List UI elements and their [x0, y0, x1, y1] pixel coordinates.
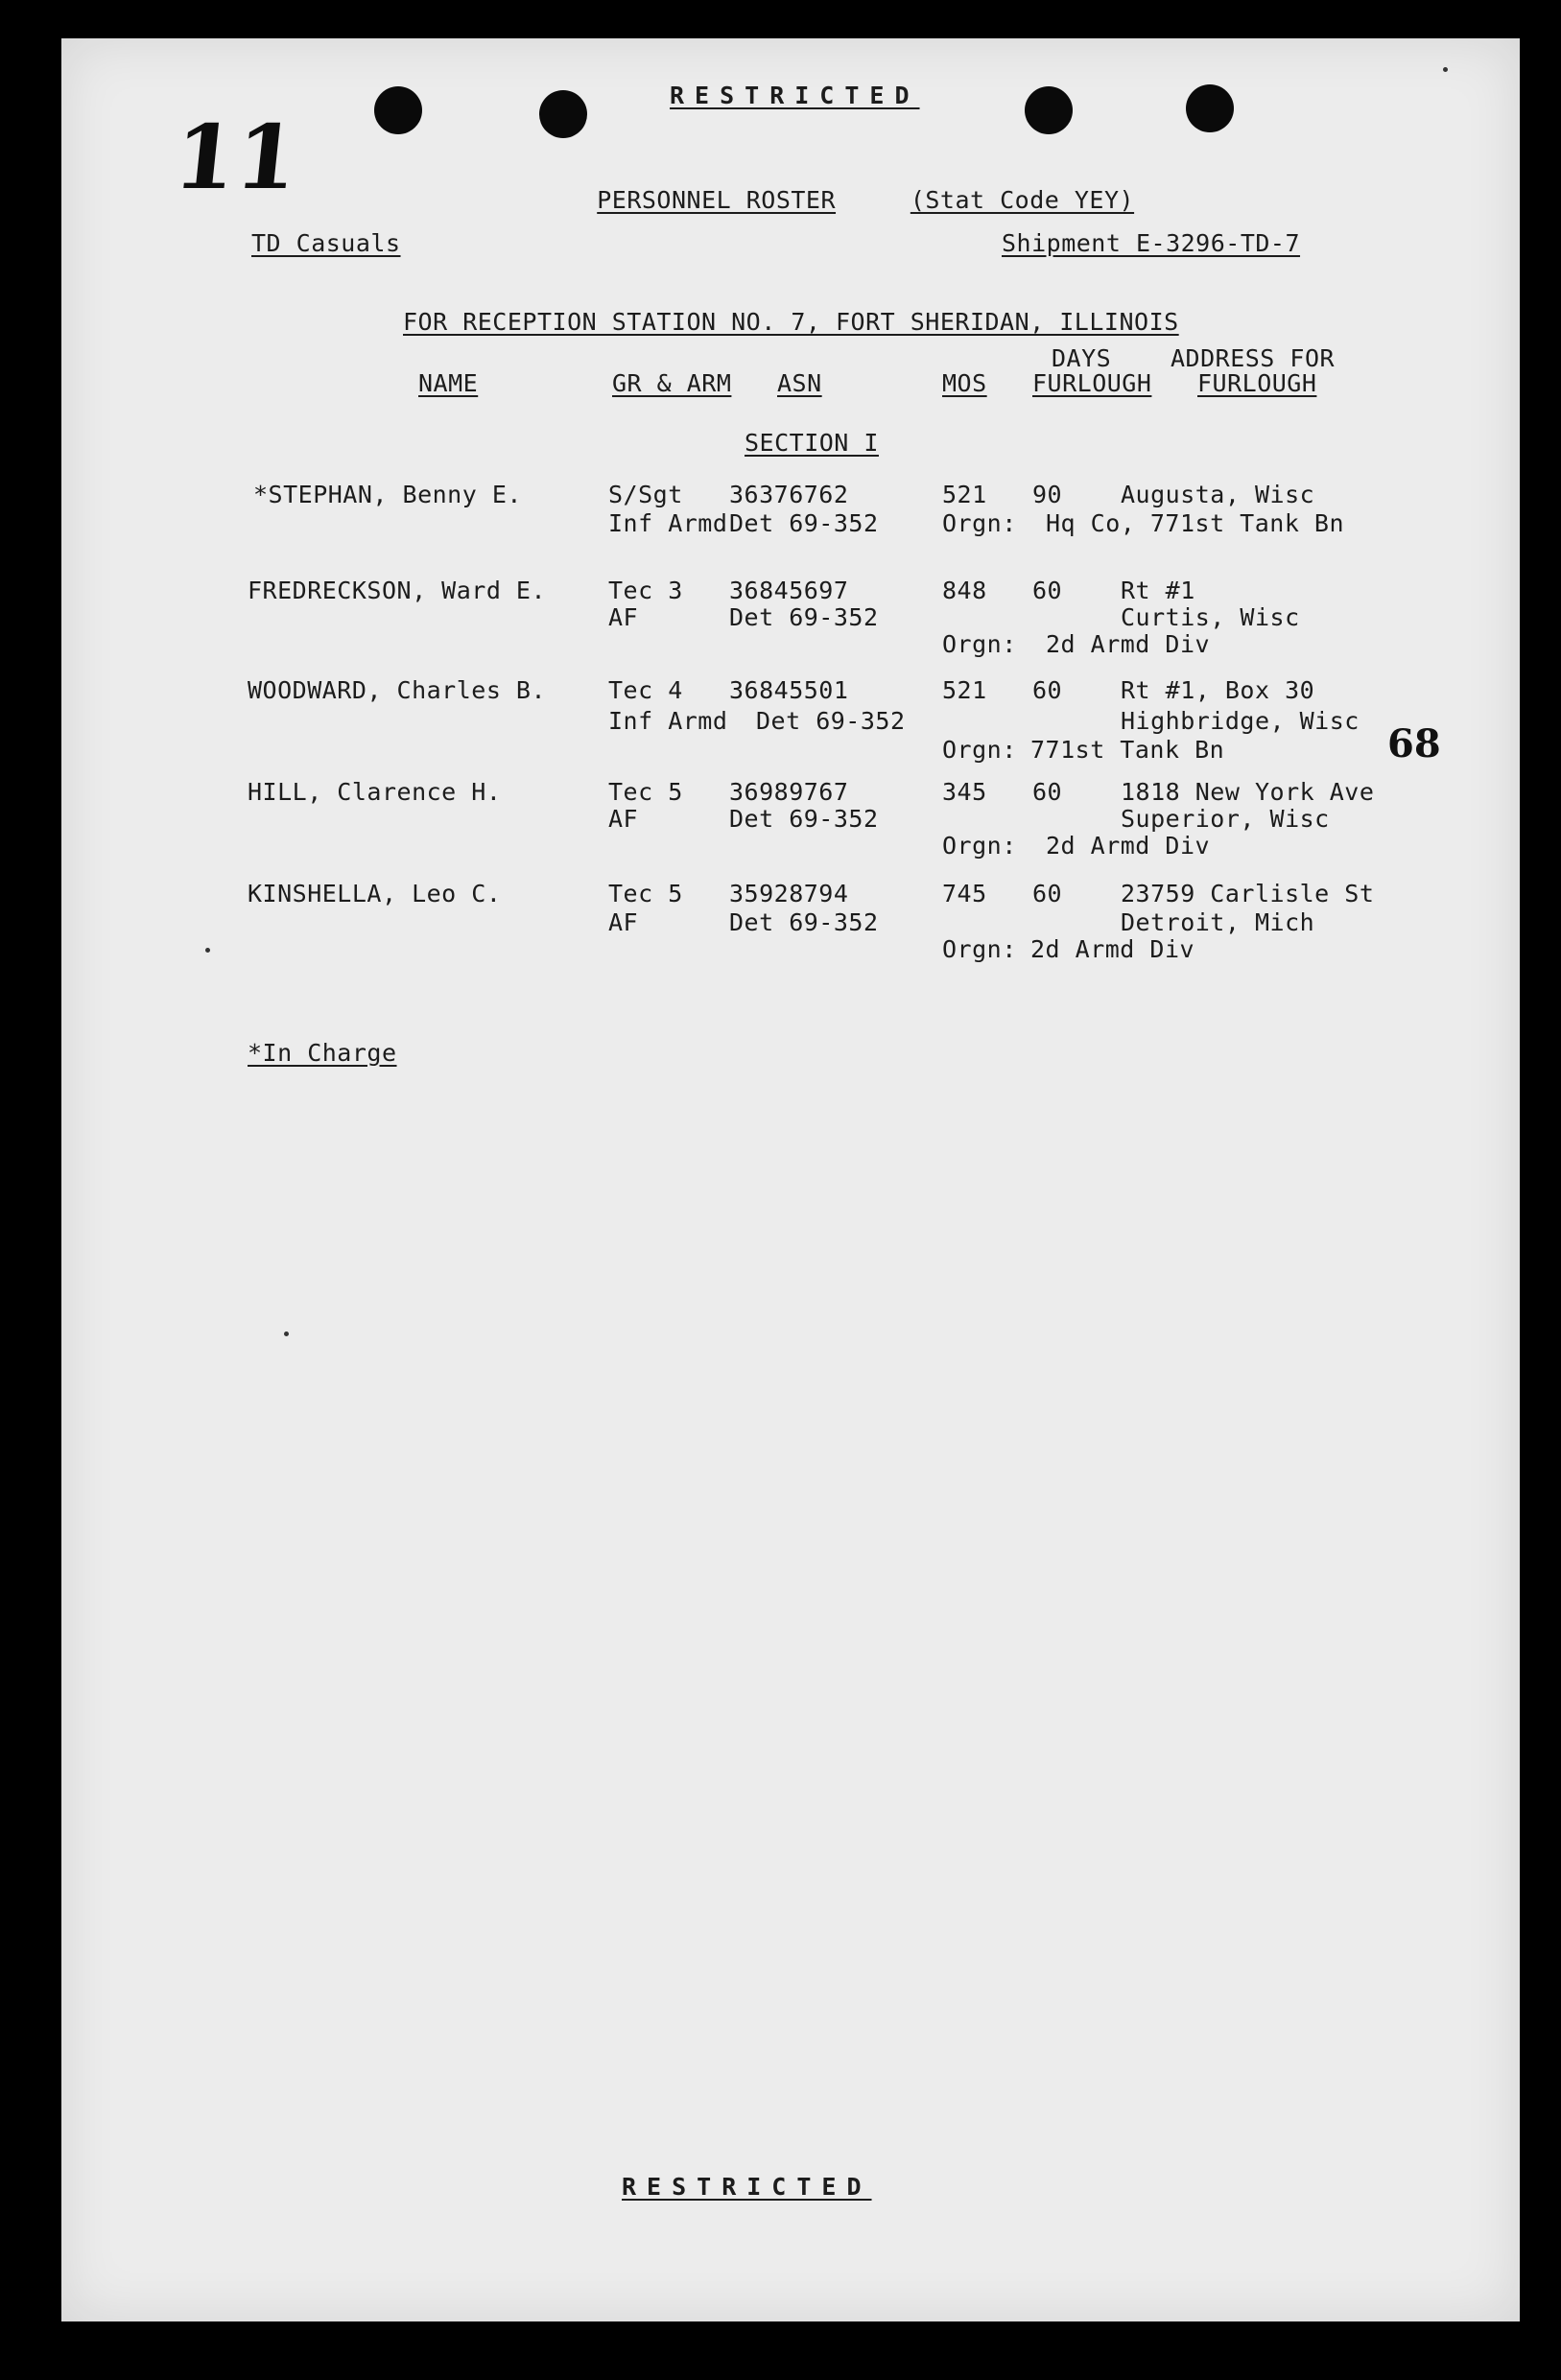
column-header-grade-arm: GR & ARM [612, 369, 732, 397]
roster-row-address-line: 23759 Carlisle St [1121, 880, 1375, 907]
shipment-number: Shipment E-3296-TD-7 [1002, 229, 1301, 257]
roster-row-asn: 35928794 [729, 880, 849, 907]
page-number: 68 [1387, 721, 1441, 766]
paper-speck [1443, 67, 1448, 72]
column-header-name: NAME [418, 369, 479, 397]
roster-row-grade: Tec 4 [608, 676, 683, 704]
roster-row-address-line: Detroit, Mich [1121, 908, 1315, 936]
roster-row-name: FREDRECKSON, Ward E. [248, 577, 547, 604]
margin-mark: 11 [169, 106, 303, 209]
paper-speck [284, 1331, 289, 1336]
roster-row-address-line: Rt #1, Box 30 [1121, 676, 1315, 704]
punch-hole [1186, 84, 1234, 132]
roster-row-address-line: Curtis, Wisc [1121, 603, 1300, 631]
column-header-days-bottom: FURLOUGH [1032, 369, 1152, 397]
roster-row-orgn-label: Orgn: [942, 736, 1017, 764]
roster-row-orgn: 2d Armd Div [1046, 630, 1211, 658]
roster-row-det: Det 69-352 [756, 707, 906, 735]
paper-speck [205, 948, 210, 953]
roster-row-address-line: Superior, Wisc [1121, 805, 1330, 833]
roster-row-grade: Tec 3 [608, 577, 683, 604]
roster-row-arm: AF [608, 805, 639, 833]
roster-row-det: Det 69-352 [729, 805, 879, 833]
roster-row-address-line: Highbridge, Wisc [1121, 707, 1360, 735]
roster-row-days: 60 [1032, 778, 1063, 806]
column-header-mos: MOS [942, 369, 987, 397]
roster-row-grade: Tec 5 [608, 880, 683, 907]
roster-row-mos: 745 [942, 880, 987, 907]
roster-row-orgn: 2d Armd Div [1030, 935, 1195, 963]
roster-row-arm: AF [608, 603, 639, 631]
footnote-in-charge: *In Charge [248, 1039, 397, 1067]
roster-row-det: Det 69-352 [729, 509, 879, 537]
roster-row-days: 60 [1032, 676, 1063, 704]
roster-row-mos: 521 [942, 481, 987, 508]
roster-row-asn: 36845697 [729, 577, 849, 604]
roster-row-name: *STEPHAN, Benny E. [253, 481, 522, 508]
classification-footer: RESTRICTED [622, 2173, 872, 2201]
stat-code: (Stat Code YEY) [910, 186, 1135, 214]
roster-row-asn: 36376762 [729, 481, 849, 508]
roster-row-days: 60 [1032, 577, 1063, 604]
roster-row-asn: 36845501 [729, 676, 849, 704]
roster-row-arm: Inf Armd [608, 509, 728, 537]
roster-row-det: Det 69-352 [729, 908, 879, 936]
document-page [61, 38, 1520, 2321]
roster-row-grade: Tec 5 [608, 778, 683, 806]
punch-hole [374, 86, 422, 134]
section-heading: SECTION I [745, 429, 879, 457]
roster-row-orgn: Hq Co, 771st Tank Bn [1046, 509, 1345, 537]
roster-row-det: Det 69-352 [729, 603, 879, 631]
roster-row-mos: 345 [942, 778, 987, 806]
punch-hole [539, 90, 587, 138]
roster-row-address-line: 1818 New York Ave [1121, 778, 1375, 806]
column-header-address-bottom: FURLOUGH [1197, 369, 1317, 397]
roster-row-days: 90 [1032, 481, 1063, 508]
roster-row-orgn-label: Orgn: [942, 832, 1017, 860]
roster-row-asn: 36989767 [729, 778, 849, 806]
casual-group-label: TD Casuals [251, 229, 401, 257]
roster-title: PERSONNEL ROSTER [597, 186, 837, 214]
column-header-days-top: DAYS [1052, 344, 1112, 372]
column-header-address-top: ADDRESS FOR [1171, 344, 1336, 372]
roster-row-orgn: 2d Armd Div [1046, 832, 1211, 860]
destination-line: FOR RECEPTION STATION NO. 7, FORT SHERIDAN, ILLINOIS [403, 308, 1179, 336]
roster-row-orgn-label: Orgn: [942, 630, 1017, 658]
roster-row-arm: AF [608, 908, 639, 936]
classification-header: RESTRICTED [670, 82, 920, 109]
roster-row-mos: 848 [942, 577, 987, 604]
roster-row-days: 60 [1032, 880, 1063, 907]
roster-row-name: WOODWARD, Charles B. [248, 676, 547, 704]
roster-row-name: HILL, Clarence H. [248, 778, 502, 806]
roster-row-orgn: 771st Tank Bn [1030, 736, 1225, 764]
roster-row-mos: 521 [942, 676, 987, 704]
roster-row-orgn-label: Orgn: [942, 509, 1017, 537]
column-header-asn: ASN [777, 369, 822, 397]
roster-row-grade: S/Sgt [608, 481, 683, 508]
punch-hole [1025, 86, 1073, 134]
roster-row-address-line: Rt #1 [1121, 577, 1195, 604]
roster-row-name: KINSHELLA, Leo C. [248, 880, 502, 907]
roster-row-address-line: Augusta, Wisc [1121, 481, 1315, 508]
roster-row-arm: Inf Armd [608, 707, 728, 735]
roster-row-orgn-label: Orgn: [942, 935, 1017, 963]
